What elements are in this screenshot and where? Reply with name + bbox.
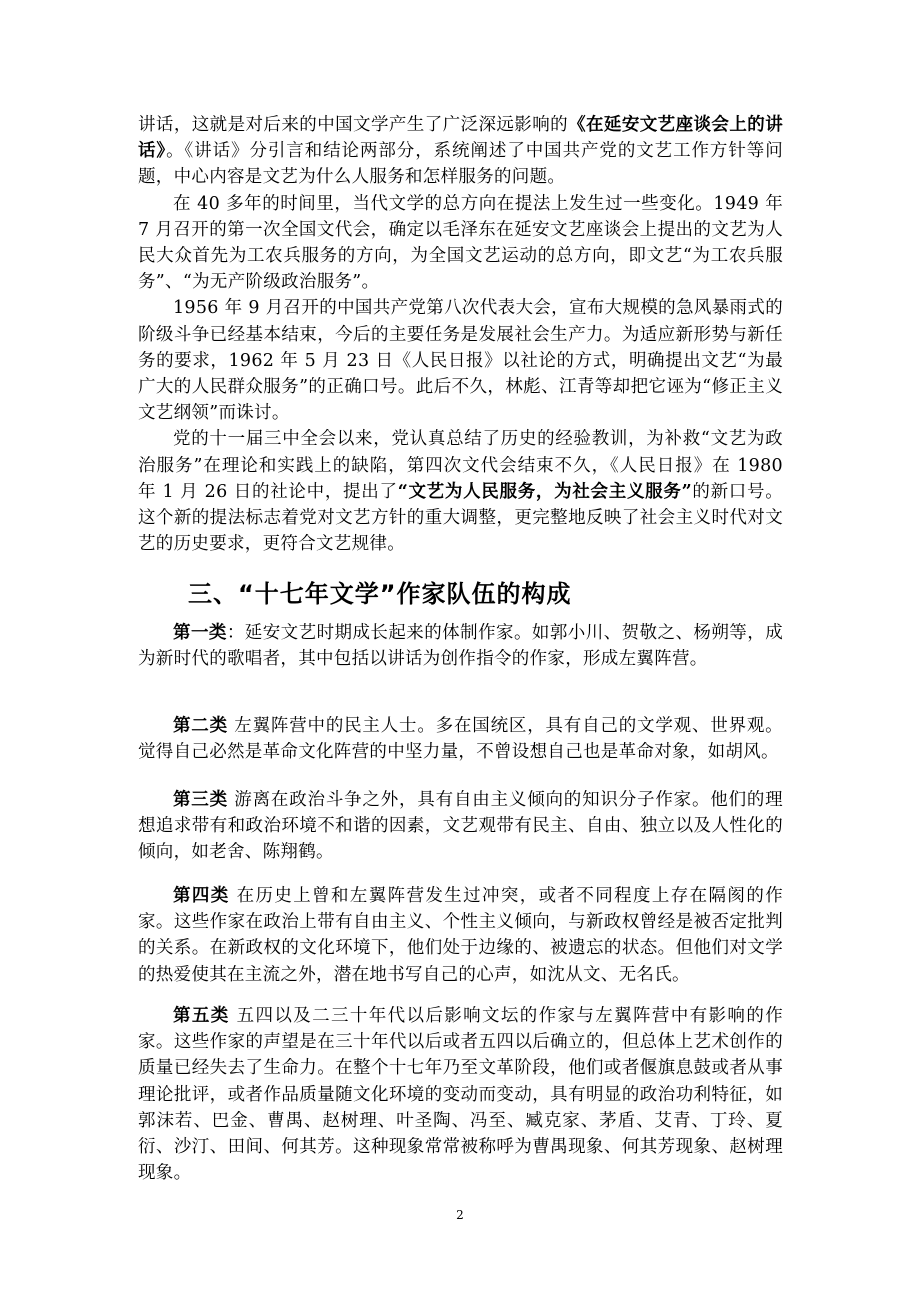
category-5	[138, 1003, 783, 1186]
paragraph-text: 的新口号。这个新的提法标志着党对文艺方针的重大调整，更完整地反映了社会主义时代对文艺的历史要求，更符合文艺规律。	[138, 481, 783, 555]
category-label: 第一类	[173, 623, 227, 643]
paragraph-speech	[138, 112, 783, 191]
category-3	[138, 787, 783, 866]
paragraph-text: 党的十一届三中全会以来，党认真总结了历史的经验教训，为补救“文艺为政治服务”在理论和实践上的缺陷，第四次文代会结束不久，《人民日报》在 1980 年 1 月 26 日的社论中，提出了	[138, 429, 783, 502]
intro-section	[138, 112, 783, 557]
section-heading: 三、“十七年文学”作家队伍的构成	[188, 580, 572, 608]
category-text: ：延安文艺时期成长起来的体制作家。如郭小川、贺敬之、杨朔等，成为新时代的歌唱者，其中包括以讲话为创作指令的作家，形成左翼阵营。	[138, 623, 783, 670]
category-4	[138, 883, 783, 988]
category-label: 第五类	[173, 1006, 230, 1026]
bold-title: 《在延安文艺座谈会上的讲话》	[138, 115, 783, 162]
category-text: 游离在政治斗争之外，具有自由主义倾向的知识分子作家。他们的理想追求带有和政治环境不和谐的因素，文艺观带有民主、自由、独立以及人性化的倾向，如老舍、陈翔鹤。	[138, 790, 783, 863]
bold-slogan: “文艺为人民服务，为社会主义服务”	[397, 481, 692, 502]
category-text: 五四以及二三十年代以后影响文坛的作家与左翼阵营中有影响的作家。这些作家的声望是在三十年代以后或者五四以后确立的，但总体上艺术创作的质量已经失去了生命力。在整个十七年乃至文革阶段，他们或者偃旗息鼓或者从事理论批评，或者作品质量随文化环境的变动而变动，具有明显的政治功利特征，如郭沫若、巴金、曹禺、赵树理、叶圣陶、冯至、臧克家、茅盾、艾青、丁玲、夏衍、沙汀、田间、何其芳。这种现象常常被称呼为曹禺现象、何其芳现象、赵树理现象。	[138, 1006, 783, 1184]
paragraph-text: 。《讲话》分引言和结论两部分，系统阐述了中国共产党的文艺工作方针等问题，中心内容是文艺为什么人服务和怎样服务的问题。	[138, 141, 783, 188]
paragraph-eighth-congress: 1956 年 9 月召开的中国共产党第八次代表大会，宣布大规模的急风暴雨式的阶级斗争已经基本结束，今后的主要任务是发展社会生产力。为适应新形势与新任务的要求，1962 年 5 月 23 日《人民日报》以社论的方式，明确提出文艺“为最广大的人民群众服务”的正确口号。此后不久，林彪、江青等却把它诬为“修正主义文艺纲领”而诛讨。	[138, 298, 783, 424]
category-2	[138, 713, 783, 765]
category-1	[138, 620, 783, 672]
category-label: 第三类	[173, 790, 228, 810]
paragraph-text: 讲话，这就是对后来的中国文学产生了广泛深远影响的	[138, 115, 569, 135]
paragraph-direction: 在 40 多年的时间里，当代文学的总方向在提法上发生过一些变化。1949 年 7 月召开的第一次全国文代会，确定以毛泽东在延安文艺座谈会上提出的文艺为人民大众首先为工农兵服务的方向，为全国文艺运动的总方向，即文艺“为工农兵服务”、“为无产阶级政治服务”。	[138, 193, 783, 293]
page-number: 2	[456, 1208, 464, 1222]
paragraph-new-slogan	[138, 426, 783, 557]
category-text: 左翼阵营中的民主人士。多在国统区，具有自己的文学观、世界观。觉得自己必然是革命文化阵营的中坚力量，不曾设想自己也是革命对象，如胡风。	[138, 716, 783, 763]
category-text: 在历史上曾和左翼阵营发生过冲突，或者不同程度上存在隔阂的作家。这些作家在政治上带有自由主义、个性主义倾向，与新政权曾经是被否定批判的关系。在新政权的文化环境下，他们处于边缘的、被遗忘的状态。但他们对文学的热爱使其在主流之外，潜在地书写自己的心声，如沈从文、无名氏。	[138, 886, 783, 985]
category-label: 第二类	[173, 716, 228, 736]
category-label: 第四类	[173, 886, 230, 906]
